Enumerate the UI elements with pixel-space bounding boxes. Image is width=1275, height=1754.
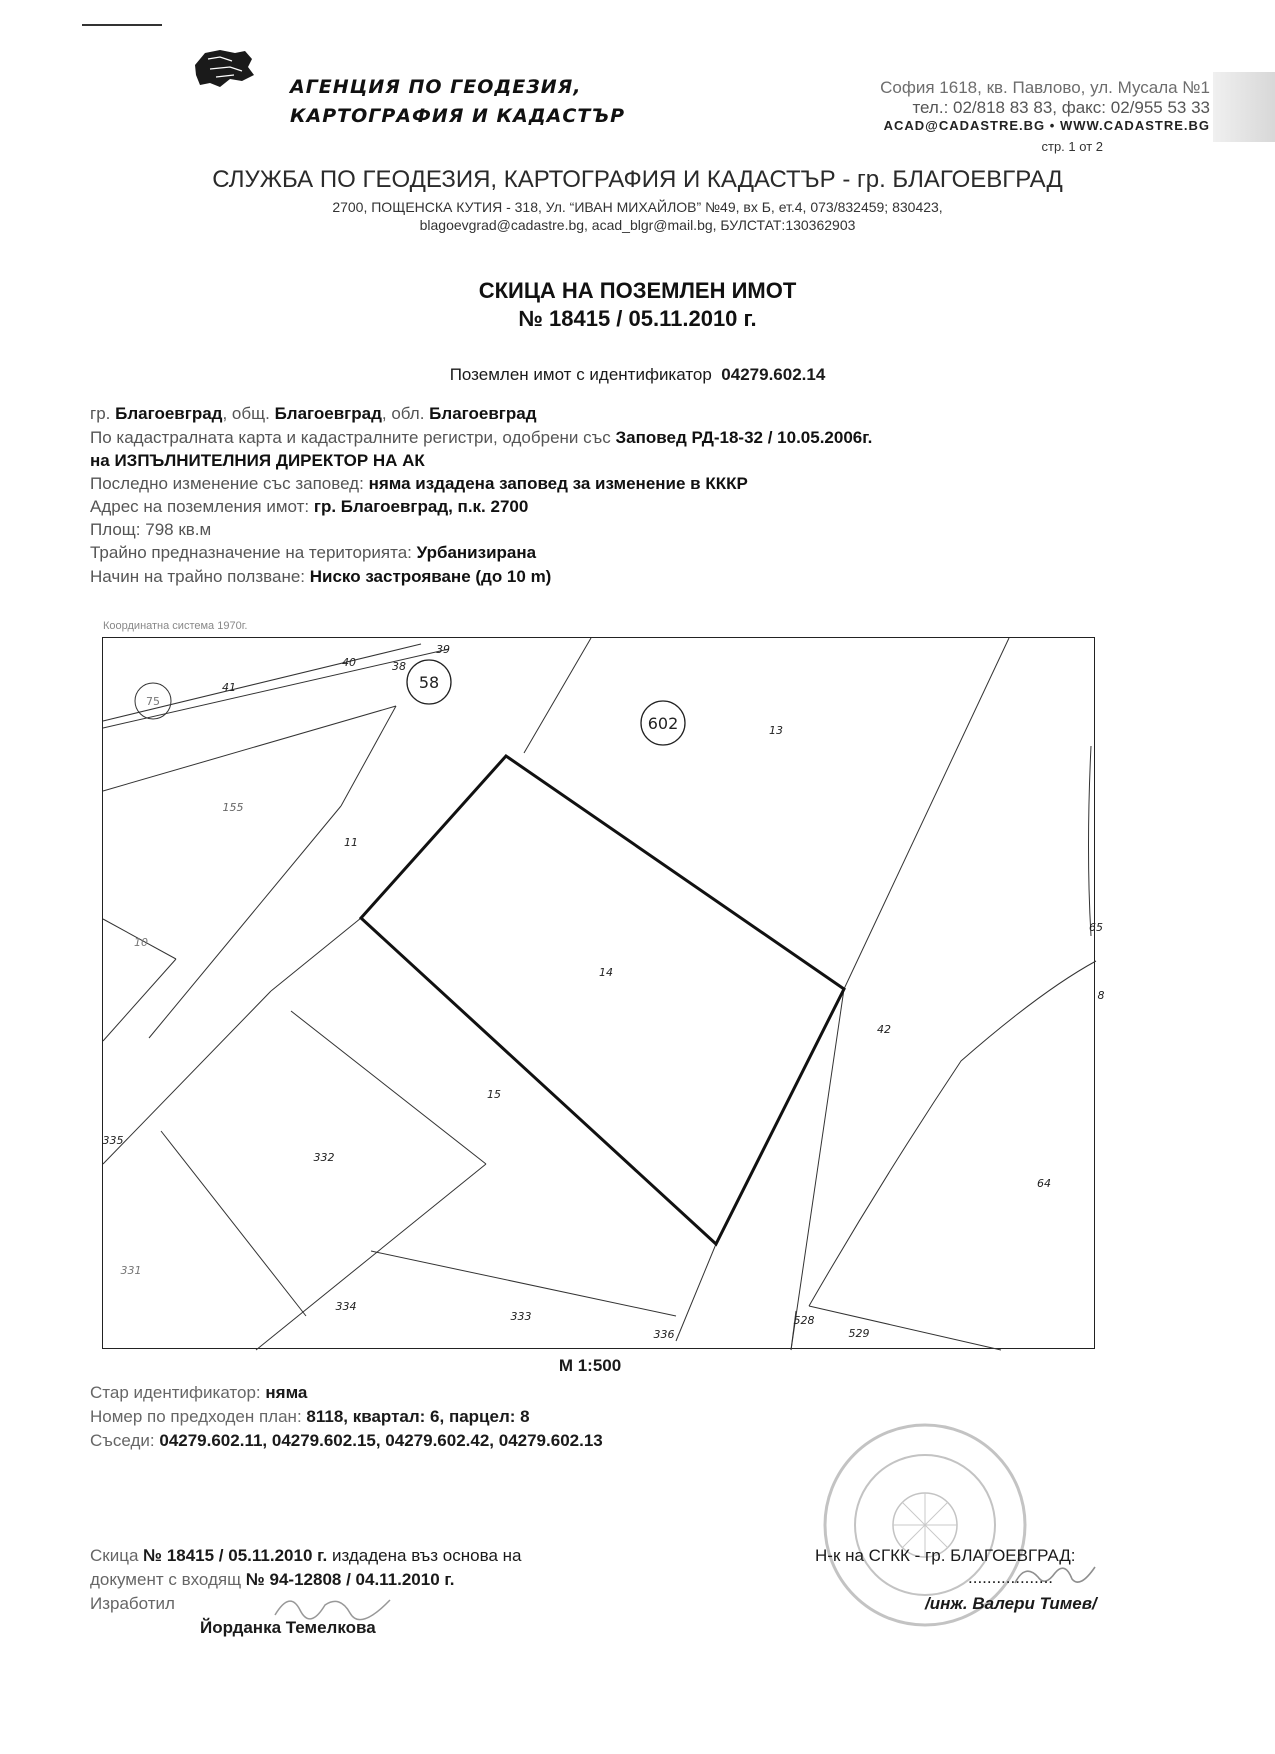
block-number: 75 <box>146 695 160 708</box>
cadastral-map <box>102 637 1105 1349</box>
old-id-value: няма <box>265 1383 308 1402</box>
place-label: гр. <box>90 404 111 423</box>
boundary-line <box>161 1131 306 1316</box>
agency-web: ACAD@CADASTRE.BG • WWW.CADASTRE.BG <box>883 118 1210 133</box>
usage-value: Ниско застрояване (до 10 m) <box>309 567 552 586</box>
issued-label: Скица <box>90 1546 139 1565</box>
boundary-line <box>103 959 176 1041</box>
service-name: СЛУЖБА ПО ГЕОДЕЗИЯ, КАРТОГРАФИЯ И КАДАСТЪР - гр. БЛАГОЕВГРАД <box>212 166 1063 193</box>
issued-line <box>90 1546 521 1566</box>
parcel-label: 331 <box>120 1264 142 1277</box>
head-name: /инж. Валери Тимев/ <box>925 1594 1097 1613</box>
doc-label: документ с входящ <box>90 1570 242 1589</box>
preparer-signature-icon <box>270 1585 400 1625</box>
service-address-line2: blagoevgrad@cadastre.bg, acad_blgr@mail.bg, БУЛСТАТ:130362903 <box>419 217 856 233</box>
previous-plan <box>90 1407 530 1427</box>
agency-name-line2: КАРТОГРАФИЯ И КАДАСТЪР <box>290 105 626 127</box>
old-id-label: Стар идентификатор: <box>90 1383 261 1402</box>
info-location <box>90 405 537 422</box>
parcel-label: 528 <box>793 1314 815 1327</box>
bulgaria-map-icon <box>190 45 260 95</box>
boundary-line <box>103 991 271 1164</box>
agency-address: София 1618, кв. Павлово, ул. Мусала №1 <box>880 78 1210 97</box>
info-last-change <box>90 475 748 492</box>
subject-parcel-outline <box>361 756 844 1244</box>
director-text: на ИЗПЪЛНИТЕЛНИЯ ДИРЕКТОР НА АК <box>90 451 425 470</box>
place-city: Благоевград <box>115 404 223 423</box>
header-rule <box>82 24 162 26</box>
place-municipality: Благоевград <box>274 404 382 423</box>
service-address-line1: 2700, ПОЩЕНСКА КУТИЯ - 318, Ул. “ИВАН МИХАЙЛОВ” №49, вх Б, ет.4, 073/832459; 830423, <box>332 199 943 215</box>
block-number: 602 <box>647 714 679 733</box>
parcel-label: 42 <box>877 1023 891 1036</box>
boundary-line <box>271 918 361 991</box>
document-number: № 18415 / 05.11.2010 г. <box>518 306 757 331</box>
parcel-label: 65 <box>1089 921 1103 934</box>
issued-basis: издадена въз основа на <box>331 1546 522 1565</box>
prev-plan-value: 8118, квартал: 6, парцел: 8 <box>306 1407 530 1426</box>
prev-plan-label: Номер по предходен план: <box>90 1407 302 1426</box>
area-value: 798 кв.м <box>145 520 212 539</box>
order-label: По кадастралната карта и кадастралните регистри, одобрени със <box>90 428 611 447</box>
parcel-label: 10 <box>134 936 148 949</box>
doc-value: № 94-12808 / 04.11.2010 г. <box>245 1570 455 1589</box>
info-area <box>90 521 211 538</box>
parcel-label: 155 <box>222 801 244 814</box>
agency-phones: тел.: 02/818 83 83, факс: 02/955 53 33 <box>912 98 1210 117</box>
parcel-label: 39 <box>436 643 450 656</box>
coordinate-system: Координатна система 1970г. <box>103 620 248 632</box>
info-address <box>90 498 528 515</box>
boundary-line <box>844 638 1009 989</box>
boundary-line <box>291 1011 486 1164</box>
head-signature-icon <box>1010 1555 1100 1595</box>
parcel-label: 11 <box>344 836 358 849</box>
parcel-label: 334 <box>335 1300 357 1313</box>
issued-number: № 18415 / 05.11.2010 г. <box>143 1546 328 1565</box>
parcel-label: 529 <box>848 1327 870 1340</box>
usage-label: Начин на трайно ползване: <box>90 567 306 586</box>
agency-name-line1: АГЕНЦИЯ ПО ГЕОДЕЗИЯ, <box>290 76 582 98</box>
identifier-value: 04279.602.14 <box>721 365 826 384</box>
change-label: Последно изменение със заповед: <box>90 474 364 493</box>
parcel-label: 41 <box>222 681 236 694</box>
parcel-label: 13 <box>769 724 783 737</box>
place-region: Благоевград <box>429 404 537 423</box>
parcel-label: 333 <box>510 1310 532 1323</box>
info-order <box>90 429 872 446</box>
parcel-label: 332 <box>313 1151 335 1164</box>
neighbors-label: Съседи: <box>90 1431 155 1450</box>
info-usage <box>90 568 551 585</box>
boundary-line <box>103 644 421 721</box>
boundary-line <box>676 1244 716 1341</box>
head-label: Н-к на СГКК - гр. БЛАГОЕВГРАД: <box>815 1546 1076 1565</box>
purpose-value: Урбанизирана <box>416 543 537 562</box>
parcel-label: 38 <box>392 660 406 673</box>
cadastral-map-svg <box>102 638 1105 1350</box>
info-director <box>90 452 425 469</box>
head-signature-line: .................. <box>968 1568 1054 1587</box>
region-label: , обл. <box>381 404 425 423</box>
order-value: Заповед РД-18-32 / 10.05.2006г. <box>615 428 873 447</box>
parcel-label: 8 <box>1097 989 1105 1002</box>
area-label: Площ: <box>90 520 141 539</box>
boundary-line <box>103 706 396 791</box>
block-number: 58 <box>418 673 440 692</box>
page-number: стр. 1 от 2 <box>1041 139 1103 154</box>
boundary-line <box>341 706 396 806</box>
neighbors-value: 04279.602.11, 04279.602.15, 04279.602.42, 04279.602.13 <box>159 1431 603 1450</box>
boundary-line <box>524 638 591 753</box>
change-value: няма издадена заповед за изменение в КККР <box>368 474 748 493</box>
parcel-label: 335 <box>102 1134 124 1147</box>
boundary-line <box>809 961 1096 1306</box>
subject-parcel-label: 14 <box>599 966 613 979</box>
old-identifier <box>90 1383 307 1403</box>
boundary-line <box>809 1306 1001 1350</box>
parcel-label: 64 <box>1037 1177 1051 1190</box>
identifier-label: Поземлен имот с идентификатор <box>449 365 712 384</box>
map-scale: М 1:500 <box>558 1356 622 1375</box>
boundary-line <box>256 1164 486 1350</box>
info-purpose <box>90 544 536 561</box>
prepared-by-name: Йорданка Темелкова <box>200 1618 376 1637</box>
address-value: гр. Благоевград, п.к. 2700 <box>313 497 529 516</box>
prepared-by-label: Изработил <box>90 1594 175 1613</box>
boundary-line <box>1089 746 1092 936</box>
document-title: СКИЦА НА ПОЗЕМЛЕН ИМОТ <box>478 278 797 303</box>
neighbors <box>90 1431 603 1451</box>
scan-shade <box>1213 72 1275 142</box>
parcel-label: 15 <box>487 1088 501 1101</box>
purpose-label: Трайно предназначение на територията: <box>90 543 412 562</box>
municipality-label: , общ. <box>222 404 270 423</box>
address-label: Адрес на поземления имот: <box>90 497 310 516</box>
parcel-label: 40 <box>342 656 356 669</box>
parcel-label: 336 <box>653 1328 675 1341</box>
property-identifier <box>0 365 1275 385</box>
boundary-line <box>371 1251 676 1316</box>
boundary-line <box>149 806 341 1038</box>
